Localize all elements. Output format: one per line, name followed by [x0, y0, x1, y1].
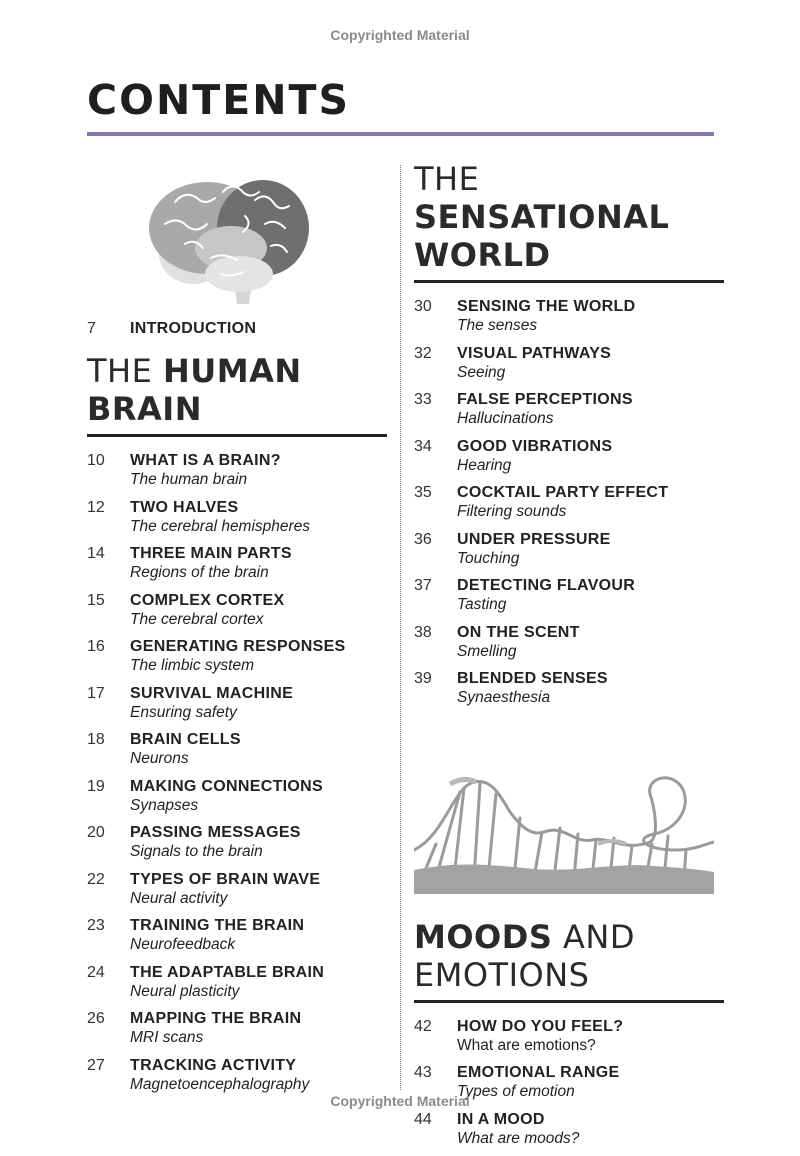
entry-subtitle: The limbic system: [130, 656, 346, 675]
toc-entry[interactable]: [414, 297, 724, 344]
entry-title: GENERATING RESPONSES: [130, 637, 346, 656]
column-divider: [400, 165, 401, 1090]
toc-entry[interactable]: [414, 344, 724, 391]
copyright-watermark-bottom: Copyrighted Material: [0, 1093, 800, 1109]
entry-subtitle: Regions of the brain: [130, 563, 292, 582]
entry-title: PASSING MESSAGES: [130, 823, 301, 842]
entry-page-number: 44: [414, 1110, 457, 1129]
toc-entry[interactable]: [414, 1017, 724, 1064]
toc-entry[interactable]: [87, 1009, 387, 1056]
entry-page-number: 39: [414, 669, 457, 688]
entry-subtitle: Tasting: [457, 595, 635, 614]
intro-page-number: 7: [87, 320, 130, 338]
entry-page-number: 30: [414, 297, 457, 316]
sensational-world-entries: [414, 297, 724, 716]
entry-page-number: 43: [414, 1063, 457, 1082]
entry-title: MAKING CONNECTIONS: [130, 777, 323, 796]
section-heading-bold: HUMAN BRAIN: [87, 352, 302, 428]
section-heading-bold: MOODS: [414, 918, 552, 956]
human-brain-entries: [87, 451, 387, 1102]
entry-page-number: 37: [414, 576, 457, 595]
entry-subtitle: Touching: [457, 549, 611, 568]
entry-subtitle: Signals to the brain: [130, 842, 301, 861]
title-rule: [87, 132, 714, 136]
entry-title: TWO HALVES: [130, 498, 310, 517]
entry-page-number: 26: [87, 1009, 130, 1028]
entry-subtitle: The cerebral hemispheres: [130, 517, 310, 536]
page-title: CONTENTS: [87, 76, 350, 124]
entry-title: COMPLEX CORTEX: [130, 591, 284, 610]
toc-entry[interactable]: [87, 916, 387, 963]
entry-page-number: 24: [87, 963, 130, 982]
entry-subtitle: Hallucinations: [457, 409, 633, 428]
toc-entry[interactable]: [87, 451, 387, 498]
entry-page-number: 15: [87, 591, 130, 610]
brain-illustration: [145, 162, 315, 306]
toc-entry[interactable]: [414, 623, 724, 670]
entry-subtitle: Types of emotion: [457, 1082, 619, 1101]
entry-title: SURVIVAL MACHINE: [130, 684, 293, 703]
toc-entry[interactable]: [87, 684, 387, 731]
toc-entry[interactable]: [87, 637, 387, 684]
entry-title: SENSING THE WORLD: [457, 297, 635, 316]
entry-page-number: 42: [414, 1017, 457, 1036]
toc-entry[interactable]: [87, 870, 387, 917]
entry-subtitle: Smelling: [457, 642, 580, 661]
right-column: [414, 160, 724, 1156]
section-heading-light: AND EMOTIONS: [414, 918, 635, 994]
intro-entry[interactable]: [87, 320, 387, 338]
entry-page-number: 36: [414, 530, 457, 549]
entry-subtitle: Ensuring safety: [130, 703, 293, 722]
entry-page-number: 23: [87, 916, 130, 935]
entry-page-number: 12: [87, 498, 130, 517]
entry-subtitle: Filtering sounds: [457, 502, 668, 521]
section-heading-human-brain: [87, 352, 387, 428]
entry-subtitle: Synapses: [130, 796, 323, 815]
entry-subtitle: MRI scans: [130, 1028, 301, 1047]
section-rule: [87, 434, 387, 437]
entry-title: TYPES OF BRAIN WAVE: [130, 870, 320, 889]
entry-title: BRAIN CELLS: [130, 730, 241, 749]
left-column: [87, 160, 387, 1102]
entry-subtitle: What are moods?: [457, 1129, 579, 1148]
entry-title: COCKTAIL PARTY EFFECT: [457, 483, 668, 502]
toc-entry[interactable]: [87, 777, 387, 824]
entry-page-number: 17: [87, 684, 130, 703]
toc-entry[interactable]: [87, 591, 387, 638]
entry-title: HOW DO YOU FEEL?: [457, 1017, 623, 1036]
entry-subtitle: The senses: [457, 316, 635, 335]
moods-entries: [414, 1017, 724, 1156]
entry-title: MAPPING THE BRAIN: [130, 1009, 301, 1028]
entry-title: IN A MOOD: [457, 1110, 579, 1129]
entry-page-number: 16: [87, 637, 130, 656]
entry-title: EMOTIONAL RANGE: [457, 1063, 619, 1082]
entry-subtitle: The human brain: [130, 470, 281, 489]
section-heading-bold: SENSATIONAL WORLD: [414, 198, 669, 274]
toc-entry[interactable]: [87, 823, 387, 870]
entry-page-number: 34: [414, 437, 457, 456]
entry-page-number: 10: [87, 451, 130, 470]
entry-subtitle: Neurons: [130, 749, 241, 768]
entry-page-number: 27: [87, 1056, 130, 1075]
entry-title: TRACKING ACTIVITY: [130, 1056, 309, 1075]
entry-subtitle: Neural activity: [130, 889, 320, 908]
entry-title: THE ADAPTABLE BRAIN: [130, 963, 324, 982]
entry-title: DETECTING FLAVOUR: [457, 576, 635, 595]
entry-title: FALSE PERCEPTIONS: [457, 390, 633, 409]
toc-entry[interactable]: [414, 1110, 724, 1156]
section-heading-light: THE: [414, 160, 479, 198]
intro-title: INTRODUCTION: [130, 320, 256, 338]
entry-subtitle: Hearing: [457, 456, 612, 475]
entry-page-number: 18: [87, 730, 130, 749]
entry-page-number: 20: [87, 823, 130, 842]
toc-entry[interactable]: [414, 669, 724, 716]
toc-entry[interactable]: [414, 390, 724, 437]
entry-title: TRAINING THE BRAIN: [130, 916, 304, 935]
entry-title: WHAT IS A BRAIN?: [130, 451, 281, 470]
entry-page-number: 22: [87, 870, 130, 889]
toc-entry[interactable]: [414, 437, 724, 484]
entry-subtitle: Synaesthesia: [457, 688, 608, 707]
section-rule: [414, 280, 724, 283]
section-heading-sensational-world: [414, 160, 724, 274]
entry-page-number: 32: [414, 344, 457, 363]
entry-subtitle: What are emotions?: [457, 1036, 623, 1055]
entry-subtitle: Neural plasticity: [130, 982, 324, 1001]
entry-subtitle: The cerebral cortex: [130, 610, 284, 629]
toc-entry[interactable]: [87, 730, 387, 777]
entry-title: UNDER PRESSURE: [457, 530, 611, 549]
section-heading-light: THE: [87, 352, 163, 390]
entry-title: VISUAL PATHWAYS: [457, 344, 611, 363]
entry-subtitle: Seeing: [457, 363, 611, 382]
section-heading-moods-emotions: [414, 918, 724, 994]
toc-entry[interactable]: [414, 576, 724, 623]
entry-subtitle: Neurofeedback: [130, 935, 304, 954]
section-rule: [414, 1000, 724, 1003]
entry-title: THREE MAIN PARTS: [130, 544, 292, 563]
toc-entry[interactable]: [87, 963, 387, 1010]
entry-title: GOOD VIBRATIONS: [457, 437, 612, 456]
toc-entry[interactable]: [414, 483, 724, 530]
toc-entry[interactable]: [414, 530, 724, 577]
entry-title: BLENDED SENSES: [457, 669, 608, 688]
toc-entry[interactable]: [87, 544, 387, 591]
entry-page-number: 14: [87, 544, 130, 563]
entry-page-number: 19: [87, 777, 130, 796]
roller-coaster-illustration: [414, 766, 714, 896]
entry-page-number: 38: [414, 623, 457, 642]
entry-subtitle: Magnetoencephalography: [130, 1075, 309, 1094]
copyright-watermark-top: Copyrighted Material: [0, 27, 800, 43]
entry-page-number: 35: [414, 483, 457, 502]
toc-entry[interactable]: [87, 498, 387, 545]
entry-title: ON THE SCENT: [457, 623, 580, 642]
entry-page-number: 33: [414, 390, 457, 409]
